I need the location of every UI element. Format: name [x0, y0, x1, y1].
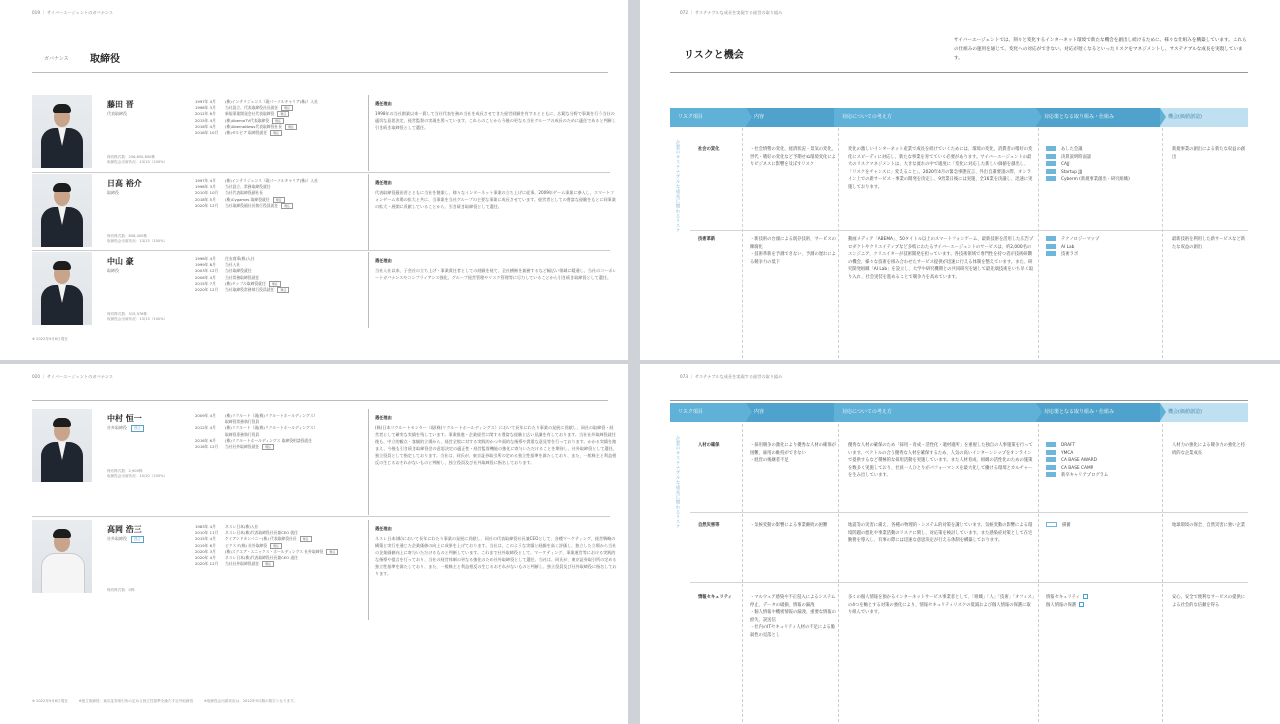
risk-content: ・マルウェア感染や不正侵入によるシステム停止、データの破損、情報の漏洩 ・個人情報や機密情報の漏洩、重要な情報の紛失、誤送信 ・社内のITセキュリティ人材の不足による脆弱性の見落とし: [750, 595, 836, 638]
page-title: リスクと機会: [684, 50, 744, 61]
director-name: 中山 豪: [107, 257, 134, 266]
row-divider: [32, 250, 610, 251]
career-list: [195, 178, 318, 209]
page-title: 取締役: [90, 54, 120, 65]
reason-block: [368, 252, 617, 328]
career-item: 2010年 11月 ネスレ日本(株)代表取締役社長兼CEO 就任: [195, 530, 298, 536]
col-header: 対応策となる取り組み・仕組み: [1036, 108, 1160, 127]
current-tag: 現任: [270, 130, 282, 136]
director-stat: 保有株式数：315,376株: [107, 312, 148, 316]
current-tag: 現任: [300, 536, 312, 542]
program-icon: [1046, 450, 1056, 455]
table-header: [670, 108, 1248, 127]
career-list: [195, 99, 318, 136]
career-item: 1983年 4月 ネスレ日本(株)入社: [195, 524, 259, 529]
portrait-photo: [32, 409, 92, 482]
career-item: 2015年 4月 ケイアンドカンパニー(株) 代表取締役社長 現任: [195, 536, 338, 542]
risk-opportunity: 安心、安全で便利なサービスの提供による社会的な信頼を得る: [1172, 595, 1246, 608]
director-card: [32, 520, 617, 620]
portrait-photo: [32, 95, 92, 168]
risk-row: [690, 146, 1248, 226]
page-header: 072 ｜ サステナブルな成長を実現する経営の取り組み: [680, 10, 783, 15]
career-item: 取締役専務執行役員: [225, 431, 260, 437]
director-stat: 保有株式数：0株: [107, 588, 135, 592]
row-divider: [690, 582, 1248, 583]
reason-heading: 選任理由: [375, 180, 392, 185]
career-item: 1998年 4月 住友商事(株)入社: [195, 256, 255, 261]
risk-row: [690, 442, 1248, 508]
director-role: 代表取締役: [107, 111, 127, 116]
external-link-icon[interactable]: [1079, 602, 1084, 607]
col-header: リスク項目: [670, 403, 746, 422]
reason-block: [368, 95, 617, 171]
program-icon: [1046, 161, 1056, 166]
director-role: 社外取締役 独立: [107, 536, 144, 543]
director-stat: 取締役会出席状況：13/13（100%）: [107, 239, 168, 243]
measure-item: Cyberm (新規事業創出・研究組織): [1046, 176, 1162, 184]
reason-heading: 選任理由: [375, 101, 392, 106]
career-item: 取締役常務執行役員: [225, 419, 260, 425]
career-item: 1998年 3月 当社設立、代表取締役社長就任 現任: [195, 105, 318, 111]
measure-item: 新卒キャリアプログラム: [1046, 472, 1162, 480]
career-item: 2020年 12月 当社取締役常務執行役員就任 現任: [195, 287, 289, 293]
measure-item: Startup JJJ: [1046, 169, 1162, 177]
director-stat: 取締役会出席状況：10/10（100%）: [107, 474, 168, 478]
risk-opportunity: 人材力の強化による競争力の強化と持続的な企業成長: [1172, 443, 1246, 456]
title-divider: [32, 400, 608, 401]
reason-heading: 選任理由: [375, 526, 392, 531]
measure-item: 技術ラボ: [1046, 251, 1162, 259]
section-label: ガバナンス: [44, 56, 69, 62]
col-header: 機会(価値創造): [1160, 403, 1248, 422]
director-card: [32, 252, 617, 328]
portrait-photo: [32, 520, 92, 593]
current-tag: 現任: [262, 561, 274, 567]
career-item: 1997年 4月 (株)インテリジェンス（現パーソルキャリア(株)）入社: [195, 178, 318, 183]
col-header: 対応についての考え方: [834, 403, 1036, 422]
career-item: 2015年 4月 (株)AbemaTV代表取締役 現任: [195, 118, 318, 124]
measure-item: AI Lab: [1046, 244, 1162, 252]
col-header: 機会(価値創造): [1160, 108, 1248, 127]
career-item: 2006年 4月 当社常務取締役就任: [195, 274, 260, 280]
director-name: 藤田 晋: [107, 100, 134, 109]
career-list: [195, 256, 289, 293]
risk-content: ・社会情勢の変化、経済状況・景気の変化、世代・嗜好の変化など予期せぬ環境変化によりビジネスに影響を及ぼすリスク: [750, 147, 836, 168]
risk-measures: [1046, 146, 1162, 184]
row-divider: [32, 172, 610, 173]
career-item: 2016年 4月 (株)AbemaNews代表取締役社長 現任: [195, 124, 318, 130]
footnote: ※ 2022年9月6日現在: [32, 337, 68, 341]
row-divider: [690, 512, 1248, 513]
program-icon: [1046, 146, 1056, 151]
risk-approach: 多くの個人情報を預かるインターネットサービス事業者として、「組織」「人」「技術」「オフィス」の4つを軸とする対策の強化により、情報セキュリティリスクの低減および個人情報の保護に取り組んでいます。: [848, 595, 1034, 616]
career-item: 1999年 8月 当社入社: [195, 262, 241, 268]
row-divider: [32, 516, 610, 517]
program-icon: [1046, 251, 1056, 256]
col-header: 内容: [746, 108, 834, 127]
director-role: 社外取締役 独立: [107, 425, 144, 432]
measure-item: YMCA: [1046, 450, 1162, 458]
director-name: 日高 裕介: [107, 179, 142, 188]
portrait-photo: [32, 174, 92, 247]
measure-link[interactable]: 情報セキュリティ: [1046, 594, 1162, 602]
measure-item: 備蓄: [1046, 522, 1162, 530]
risk-item: 技術革新: [698, 237, 716, 242]
current-tag: 現任: [272, 118, 284, 124]
title-divider: [32, 72, 608, 73]
director-card: [32, 95, 616, 171]
program-icon: [1046, 244, 1056, 249]
reason-text: ネスレ日本(株)において長年にわたり事業の発展に貢献し、同社の代表取締役社長兼CEOとして、各種マーケティング、経営戦略の構築と実行を通じた企業価値の向上に成果を上げております。当社は、このような実績と経験を高く評価し、独立した立場から当社の企業価値向上に寄与いただけるものと判断しています。これまで社外取締役として、マーケティング、事業運営等における実践的な指導や提言を行っており、当社の経営体制の更なる強化のため社外取締役として選任。当社は、同氏が、東京証券取引所の定める独立性基準を満たしており、また、一般株主と利益相反の生じるおそれがないものと判断し、独立役員及び社外取締役に指名しております。: [375, 536, 617, 576]
measure-item: CA BASE CAMP: [1046, 465, 1162, 473]
independent-tag: 独立: [131, 536, 144, 543]
col-header: 対応についての考え方: [834, 108, 1036, 127]
career-item: 2012年 6月 新規事業開発会社代表取締役 現任: [195, 111, 318, 117]
title-divider: [670, 400, 1248, 401]
program-icon: [1046, 169, 1056, 174]
risk-measures: [1046, 522, 1162, 530]
page-019: [0, 0, 628, 360]
portrait-photo: [32, 252, 92, 325]
measure-item: 決算説明時面談: [1046, 154, 1162, 162]
program-icon: [1046, 154, 1056, 159]
current-tag: 現任: [269, 281, 281, 287]
risk-approach: 変化の激しいインターネット産業で成長を続けていくためには、環境の変化、消費者の嗜好の変化にスピーディに対応し、新たな事業を育てていく必要があります。サイバーエージェントの最大のリスクマネジメントは、大きな流れの中で適度に「変化に対応した新しい価値を創出し、「リスクをチャンスに」変えること」。2020年4月の緊急事態宣言、外出自粛要請の際、オンライン上での新サービス・事業の開発を決定し、9営業日後には実施、全16業を決議し、迅速に実施しております。: [848, 147, 1033, 190]
title-divider: [670, 72, 1248, 73]
reason-heading: 選任理由: [375, 258, 392, 263]
career-item: 2015年 7月 (株)タップル取締役就任 現任: [195, 281, 289, 287]
career-item: 2018年 10月 (株)ゼルビア 取締役就任 現任: [195, 130, 318, 136]
reason-block: [368, 520, 617, 620]
risk-opportunity: 最新技術を利用した新サービスなど新たな収益の創出: [1172, 237, 1246, 250]
career-item: 1997年 4月 (株)インテリジェンス（現パーソルキャリア(株)）入社: [195, 99, 318, 104]
stockpile-icon: [1046, 522, 1057, 527]
director-stat: 取締役会出席状況：13/13（100%）: [107, 160, 168, 164]
row-divider: [690, 230, 1248, 231]
reason-block: [368, 409, 617, 515]
external-link-icon[interactable]: [1083, 594, 1088, 599]
reason-block: [368, 174, 617, 250]
director-card: [32, 409, 617, 509]
risk-item: 自然災害等: [698, 523, 720, 528]
current-tag: 現任: [285, 124, 297, 130]
risk-opportunity: 新規事業の創出による新たな収益の創出: [1172, 147, 1246, 160]
director-stat: 保有株式数：2,900株: [107, 469, 143, 473]
risk-approach: 地震等の災害に備え、各種の物理的・システム的対策を講じています。気候変動の影響による環境問題の悪化や事業活動のリスクに関し、対応策を検討しています。また感染症対策として在宅勤務を導入し、有事の際には迅速な意思決定が行える体制を構築しております。: [848, 523, 1033, 544]
measure-item: テクノロジーマップ: [1046, 236, 1162, 244]
risk-approach: 動画メディア「ABEMA」、50タイトル以上のスマートフォンゲーム、最新技術を活用した広告プロダクトやクリエイティブなど多岐にわたるサイバーエージェントのサービスは、約2,000名のエンジニア、クリエイターが技術開発を担っています。各技術領域で専門性を持つ者が技術研鑽の機会、様々な技術を組み合わせたサービス提供が迅速に行える体制を整えています。また、研究開発組織「AI Lab」を設立し、大学や研究機関との共同研究を通して最先端技術をいち早く取り入れ、社会実装を進めることで競争力を高めています。: [848, 237, 1034, 280]
measure-item: あした会議: [1046, 146, 1162, 154]
director-card: [32, 174, 616, 250]
director-name: 高岡 浩三: [107, 525, 142, 534]
current-tag: 現任: [281, 105, 293, 111]
reason-text: 代表取締役藤田晋とともに当社を創業し、様々なインターネット事業の立ち上げに従事。2009年ゲーム事業に参入し、スマートフォンゲーム市場の拡大と共に、当事業を当社グループの主要な事業に成長させています。経営者としての豊富な経験をもとに同事業の拡大・展開に貢献していることから、引き続き取締役として選任。: [375, 190, 616, 209]
career-item: 2019年 6月 ピクスタ(株) 社外取締役 現任: [195, 543, 338, 549]
reason-text: (株)日本リクルートセンター（現(株)リクルートホールディングス）において長年にわたり事業の発展に貢献し、同社の取締役・経営者として確実な実績を残しています。事業推進・企業経営に関する豊富な経験と広い見識を有しております。当社社外取締役就任後も、中立的観点・客観的立場から、経営全般に対する実践的かつ多面的な指導や貴重な意見等を行っております。かかる実績を踏まえ、今後も引き続き取締役会の意思決定の適正性・経営監督機能の強化に寄与いただけることを期待し、社外取締役として選任。独立役員として指定しております。当社は、同氏が、東京証券取引所の定める独立性基準を満たしており、また、一般株主と利益相反の生じるおそれがないものと判断し、独立役員及び社外取締役に指名しております。: [375, 425, 617, 465]
career-item: 1998年 3月 当社設立、常務取締役就任: [195, 184, 271, 190]
director-name: 中村 恒一: [107, 414, 142, 423]
director-role: 取締役: [107, 268, 119, 273]
career-list: [195, 413, 317, 450]
footnote: ※ 2022年9月6日現在 ※独立取締役：東京証券取引所の定める独立性基準を満たす社外取締役 ※取締役会出席状況は、2022年9月期の数字となります。: [32, 699, 298, 703]
page-header: 020 ｜ サイバーエージェントのガバナンス: [32, 374, 113, 379]
program-icon: [1046, 176, 1056, 181]
risk-opportunity: 地球環境の保全、自然災害に強い企業: [1172, 523, 1246, 528]
career-item: 2003年 12月 当社取締役就任: [195, 268, 252, 274]
risk-content: ・新技術の台頭による既存技術、サービスの陳腐化 ・技術革新を予測できない、予測の遅れによる競争力の低下: [750, 237, 836, 265]
current-tag: 現任: [277, 287, 289, 293]
current-tag: 現任: [270, 543, 282, 549]
program-icon: [1046, 472, 1056, 477]
page-header: 019 ｜ サイバーエージェントのガバナンス: [32, 10, 113, 15]
risk-item: 情報セキュリティ: [698, 595, 732, 600]
career-item: 2020年 12月 当社取締役副社長執行役員就任 現任: [195, 203, 318, 209]
risk-content: ・採用競争の激化により優秀な人材の確保が困難、雇用の維持ができない ・経営の後継者不足: [750, 443, 836, 464]
measure-item: DRAFT: [1046, 442, 1162, 450]
measure-item: CAJJ: [1046, 161, 1162, 169]
side-label: 企業のサステナブルな成長に関わるリスク: [675, 140, 680, 234]
current-tag: 現任: [277, 111, 289, 117]
career-list: [195, 524, 338, 567]
director-role: 取締役: [107, 190, 119, 195]
risk-row: [690, 522, 1248, 576]
risk-item: 社会の変化: [698, 147, 720, 152]
career-item: 2020年 12月 当社社外取締役就任 現任: [195, 561, 338, 567]
career-item: 2012年 4月 (株)リクルート（現(株)リクルートホールディングス）: [195, 425, 318, 431]
career-item: 2010年 10月 当社代表取締役副社長: [195, 190, 263, 196]
program-icon: [1046, 457, 1056, 462]
current-tag: 現任: [326, 549, 338, 555]
page-header: 073 ｜ サステナブルな成長を実現する経営の取り組み: [680, 374, 783, 379]
side-label: 企業のサステナブルな成長に関わるリスク: [675, 436, 680, 530]
reason-text: 当社入社以来、子会社の立ち上げ・事業責任者としての経験を経て、全社横断を兼務するなど幅広い領域に精通し、当社のコーポレートガバナンスやコンプライアンス強化、グループ経営管理やリスク管理等に尽力していることから引き続き取締役として選任。: [375, 268, 617, 280]
col-header: リスク項目: [670, 108, 746, 127]
current-tag: 現任: [273, 197, 285, 203]
program-icon: [1046, 465, 1056, 470]
risk-measures: [1046, 236, 1162, 259]
career-item: 2018年 5月 (株)Cygames 取締役就任 現任: [195, 197, 318, 203]
director-stat: 取締役会出席状況：13/13（100%）: [107, 317, 168, 321]
measure-item: CA BASE AWARD: [1046, 457, 1162, 465]
career-item: 2020年 4月 ネスレ日本(株)代表取締役社長兼CEO 退任: [195, 555, 298, 561]
current-tag: 現任: [262, 444, 274, 450]
program-icon: [1046, 236, 1056, 241]
risk-approach: 優秀な人材の確保のため「採用・育成・活性化・適材適所」を重視した独自の人事施策を行っています。ベクトルの合う優秀な人材を確保するため、人気の高いインターンシップをオンラインで提供するなど積極的な採用活動を実施しています。また人材育成、組織の活性化のための施策を数多く実施しており、社員一人ひとりがパフォーマンスを最大化して働ける環境とカルチャーを生み出しています。: [848, 443, 1033, 479]
col-header: 内容: [746, 403, 834, 422]
table-header: [670, 403, 1248, 422]
reason-heading: 選任理由: [375, 415, 392, 420]
career-item: 2020年 3月 (株)スクエア・エニックス・ホールディングス 社外取締役 現任: [195, 549, 338, 555]
career-item: 2009年 4月 (株)リクルート（現(株)リクルートホールディングス）: [195, 413, 318, 418]
risk-row: [690, 594, 1248, 718]
risk-measures: [1046, 442, 1162, 480]
risk-row: [690, 236, 1248, 336]
risk-measures: [1046, 594, 1162, 609]
col-header: 対応策となる取り組み・仕組み: [1036, 403, 1160, 422]
intro-text: サイバーエージェントでは、刻々と変化するインターネット環境で新たな機会を創出し続けるために、様々な仕組みを構築しています。これらの仕組みの運用を通じて、変化への対応ができない、対応が遅くなるといったリスクをマネジメントし、サステナブルな成長を実現しています。: [954, 38, 1247, 61]
career-item: 2016年 12月 当社社外取締役就任 現任: [195, 444, 317, 450]
current-tag: 現任: [281, 203, 293, 209]
independent-tag: 独立: [131, 425, 144, 432]
director-stat: 保有株式数：256,650,600株: [107, 155, 156, 159]
risk-content: ・気候変動の影響による事業継続の困難: [750, 523, 828, 528]
measure-link[interactable]: 個人情報の保護: [1046, 602, 1162, 610]
reason-text: 1998年の当社創業以来一貫して当社代表を務め当社を成長させてきた経営経験を有するとともに、広範な分野で事業を行う当社の適切な意思決定、経営監督の実現を図っています。これらのことから今後の更なる当社グループの成長のために適任であると判断し引き続き取締役として選任。: [375, 111, 616, 130]
page-020: [0, 364, 628, 724]
career-item: 2016年 6月 (株)リクルートホールディングス 取締役相談役就任: [195, 437, 313, 443]
program-icon: [1046, 442, 1056, 447]
director-stat: 保有株式数：858,400株: [107, 234, 148, 238]
risk-item: 人材の確保: [698, 443, 720, 448]
